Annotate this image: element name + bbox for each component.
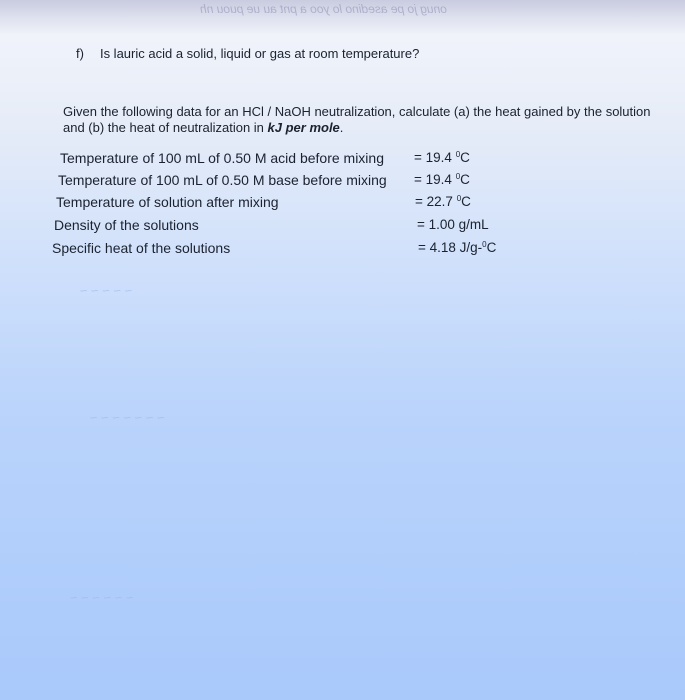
row-value-density: = 1.00 g/mL <box>417 217 489 232</box>
row-label-final-temp: Temperature of solution after mixing <box>56 194 279 210</box>
row-label-acid-temp: Temperature of 100 mL of 0.50 M acid before mixing <box>60 150 384 166</box>
row-value-acid-temp: = 19.4 $^0$C <box>414 150 470 165</box>
row-value-final-temp: = 22.7 $^0$C <box>415 194 471 209</box>
given-emphasis: kJ per mole <box>267 120 340 135</box>
given-instructions <box>63 104 663 136</box>
row-label-base-temp: Temperature of 100 mL of 0.50 M base before mixing <box>58 172 387 188</box>
given-suffix: . <box>339 120 344 135</box>
bleed-through-text: ~ ~ ~ ~ ~ <box>80 283 133 298</box>
question-f-text: Is lauric acid a solid, liquid or gas at room temperature? <box>99 46 420 61</box>
row-value-base-temp: = 19.4 $^0$C <box>414 172 470 187</box>
given-prefix: Given the following data for an HCl / NaOH neutralization, calculate (a) the heat gained by the solution and (b) the heat of neutralization in <box>63 104 651 135</box>
row-label-specific-heat: Specific heat of the solutions <box>52 240 231 256</box>
row-label-density: Density of the solutions <box>54 217 199 233</box>
bleed-through-text: ~ ~ ~ ~ ~ ~ <box>70 590 134 605</box>
question-f <box>76 46 419 61</box>
bleed-through-text: onug jo pe asedino lo yoo a pnt au ue puou nh <box>200 2 447 16</box>
bleed-through-text: ~ ~ ~ ~ ~ ~ ~ <box>90 410 165 425</box>
question-f-label: f) <box>76 46 84 61</box>
row-value-specific-heat: = 4.18 J/g-$^0$C <box>418 240 497 255</box>
